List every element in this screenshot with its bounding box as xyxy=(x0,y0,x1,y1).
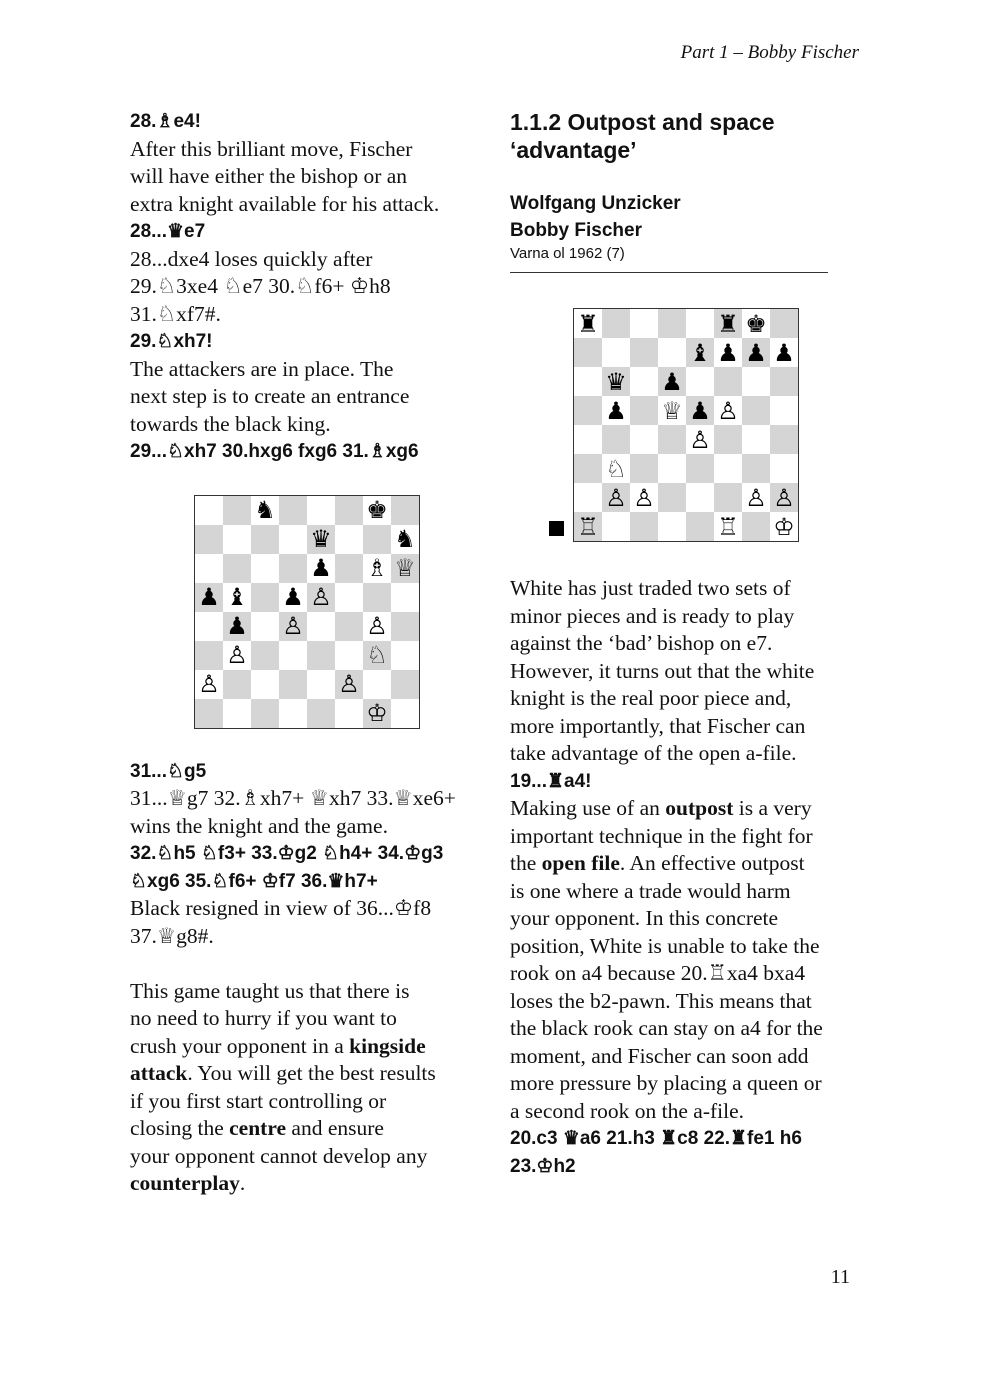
black-pawn-icon: ♟ xyxy=(282,583,304,611)
body-line: knight is the real poor piece and, xyxy=(510,686,792,710)
key-term: attack xyxy=(130,1061,188,1085)
move-heading: 28.♗e4! xyxy=(130,111,201,132)
move-heading: 23.♔h2 xyxy=(510,1155,576,1177)
black-knight-icon: ♞ xyxy=(394,525,416,553)
white-pawn-icon: ♙ xyxy=(310,583,332,611)
black-rook-icon: ♜ xyxy=(717,309,739,338)
move-heading: 28...♛e7 xyxy=(130,221,206,242)
move-heading: 29.♘xh7! xyxy=(130,331,213,352)
body-line: The attackers are in place. The xyxy=(130,356,394,381)
white-pawn-icon: ♙ xyxy=(633,483,655,512)
body-text: . You will get the best results xyxy=(187,1061,436,1085)
black-queen-icon: ♛ xyxy=(605,367,627,396)
white-pawn-icon: ♙ xyxy=(745,483,767,512)
body-line: against the ‘bad’ bishop on e7. xyxy=(510,631,773,655)
event-info: Varna ol 1962 (7) xyxy=(510,245,625,262)
body-text: the xyxy=(510,851,542,875)
black-king-icon: ♚ xyxy=(366,496,388,524)
body-line: wins the knight and the game. xyxy=(130,813,388,838)
black-bishop-icon: ♝ xyxy=(226,583,248,611)
body-line: the black rook can stay on a4 for the xyxy=(510,1016,823,1040)
body-line: your opponent cannot develop any xyxy=(130,1143,428,1168)
section-heading: 1.1.2 Outpost and space xyxy=(510,109,775,135)
white-queen-icon: ♕ xyxy=(661,396,683,425)
black-pawn-icon: ♟ xyxy=(226,612,248,640)
body-line: 29.♘3xe4 ♘e7 30.♘f6+ ♔h8 xyxy=(130,274,391,298)
body-line: towards the black king. xyxy=(130,411,331,436)
black-rook-icon: ♜ xyxy=(577,309,599,338)
white-rook-icon: ♖ xyxy=(717,512,739,541)
body-line: important technique in the fight for xyxy=(510,823,813,848)
body-line: 31.♘xf7#. xyxy=(130,301,221,326)
white-pawn-icon: ♙ xyxy=(605,483,627,512)
body-text: is a very xyxy=(733,796,812,820)
move-heading: 31...♘g5 xyxy=(130,760,207,782)
white-pawn-icon: ♙ xyxy=(226,641,248,669)
white-king-icon: ♔ xyxy=(366,699,388,727)
white-bishop-icon: ♗ xyxy=(366,554,388,582)
body-line: 31...♕g7 32.♗xh7+ ♕xh7 33.♕xe6+ xyxy=(130,786,456,810)
body-line: After this brilliant move, Fischer xyxy=(130,136,413,161)
key-term: counterplay xyxy=(130,1171,240,1195)
body-line xyxy=(130,1115,490,1143)
white-knight-icon: ♘ xyxy=(366,641,388,669)
move-heading: 20.c3 ♛a6 21.h3 ♜c8 22.♜fe1 h6 xyxy=(510,1128,802,1149)
white-rook-icon: ♖ xyxy=(577,512,599,541)
black-pawn-icon: ♟ xyxy=(745,338,767,367)
white-pawn-icon: ♙ xyxy=(717,396,739,425)
body-line: more importantly, that Fischer can xyxy=(510,713,806,738)
right-column xyxy=(510,108,870,1180)
body-line: next step is to create an entrance xyxy=(130,384,410,408)
move-heading: 32.♘h5 ♘f3+ 33.♔g2 ♘h4+ 34.♔g3 xyxy=(130,843,444,864)
black-to-move-marker xyxy=(549,521,564,536)
body-line xyxy=(510,795,870,823)
body-line: take advantage of the open a-file. xyxy=(510,741,797,765)
body-text: crush your opponent in a xyxy=(130,1033,350,1058)
black-pawn-icon: ♟ xyxy=(605,396,627,425)
chess-diagram-1 xyxy=(130,466,490,758)
white-pawn-icon: ♙ xyxy=(689,425,711,454)
body-line: more pressure by placing a queen or xyxy=(510,1071,822,1095)
black-pawn-icon: ♟ xyxy=(198,583,220,611)
body-line: is one where a trade would harm xyxy=(510,878,791,903)
page-number: 11 xyxy=(830,1266,850,1288)
white-knight-icon: ♘ xyxy=(605,454,627,483)
body-line: 28...dxe4 loses quickly after xyxy=(130,246,373,271)
body-line xyxy=(510,850,870,878)
key-term: open file xyxy=(541,851,620,875)
body-line xyxy=(130,1060,490,1088)
running-head: Part 1 – Bobby Fischer xyxy=(680,42,859,63)
key-term: kingside xyxy=(349,1033,426,1058)
chess-diagram-2 xyxy=(510,273,870,575)
left-column xyxy=(130,108,490,1198)
body-text: . xyxy=(239,1171,246,1195)
body-text: Making use of an xyxy=(510,796,666,820)
body-line: moment, and Fischer can soon add xyxy=(510,1043,809,1068)
body-line: your opponent. In this concrete xyxy=(510,906,779,930)
move-heading: ♘xg6 35.♘f6+ ♔f7 36.♛h7+ xyxy=(130,870,378,892)
body-line: However, it turns out that the white xyxy=(510,658,815,683)
white-pawn-icon: ♙ xyxy=(366,612,388,640)
body-text: and ensure xyxy=(286,1116,384,1140)
body-line: This game taught us that there is xyxy=(130,978,410,1003)
white-player: Wolfgang Unzicker xyxy=(510,193,681,214)
body-line: loses the b2-pawn. This means that xyxy=(510,988,812,1013)
white-queen-icon: ♕ xyxy=(394,554,416,582)
black-pawn-icon: ♟ xyxy=(773,338,795,367)
black-king-icon: ♚ xyxy=(745,309,767,338)
white-pawn-icon: ♙ xyxy=(338,670,360,698)
body-line: no need to hurry if you want to xyxy=(130,1006,397,1030)
key-term: centre xyxy=(229,1116,287,1140)
black-queen-icon: ♛ xyxy=(310,525,332,553)
body-line xyxy=(130,1170,490,1198)
move-heading: 19...♜a4! xyxy=(510,770,592,792)
body-line: a second rook on the a-file. xyxy=(510,1098,745,1123)
black-pawn-icon: ♟ xyxy=(717,338,739,367)
body-line xyxy=(130,1033,490,1061)
white-pawn-icon: ♙ xyxy=(198,670,220,698)
body-line: rook on a4 because 20.♖xa4 bxa4 xyxy=(510,961,806,985)
white-pawn-icon: ♙ xyxy=(773,483,795,512)
section-heading: ‘advantage’ xyxy=(510,137,637,163)
body-line: if you first start controlling or xyxy=(130,1088,387,1113)
body-line: Black resigned in view of 36...♔f8 xyxy=(130,896,432,920)
black-knight-icon: ♞ xyxy=(254,496,276,524)
body-line: extra knight available for his attack. xyxy=(130,191,440,216)
body-line: will have either the bishop or an xyxy=(130,164,408,188)
body-text: closing the xyxy=(130,1116,230,1140)
black-pawn-icon: ♟ xyxy=(661,367,683,396)
black-player: Bobby Fischer xyxy=(510,220,642,241)
body-text: . An effective outpost xyxy=(619,851,805,875)
body-line: 37.♕g8#. xyxy=(130,923,214,948)
white-king-icon: ♔ xyxy=(773,512,795,541)
black-bishop-icon: ♝ xyxy=(689,338,711,367)
key-term: outpost xyxy=(665,796,734,820)
body-line: White has just traded two sets of xyxy=(510,576,791,600)
body-line: position, White is unable to take the xyxy=(510,933,820,958)
body-line: minor pieces and is ready to play xyxy=(510,603,795,628)
black-pawn-icon: ♟ xyxy=(689,396,711,425)
move-heading: 29...♘xh7 30.hxg6 fxg6 31.♗xg6 xyxy=(130,441,419,462)
black-pawn-icon: ♟ xyxy=(310,554,332,582)
white-pawn-icon: ♙ xyxy=(282,612,304,640)
